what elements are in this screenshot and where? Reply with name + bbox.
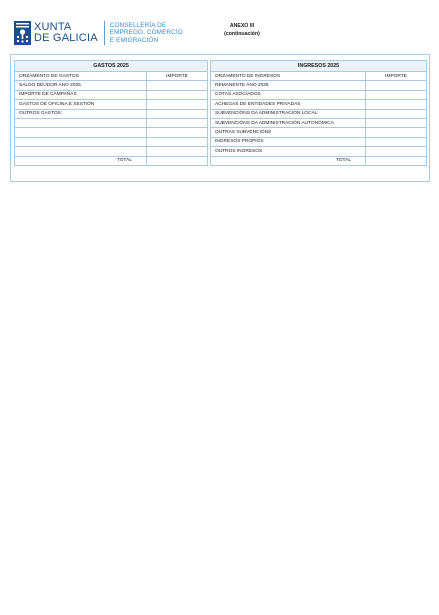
expense-amount-cell[interactable] <box>147 90 208 99</box>
table-row <box>15 147 208 156</box>
annex-title: ANEXO III <box>229 23 255 29</box>
income-concept-cell: OUTROS INGRESOS <box>211 147 366 156</box>
expense-concept-cell[interactable] <box>15 137 147 146</box>
department-line-3: E EMIGRACIÓN <box>109 36 159 44</box>
table-row <box>211 137 427 146</box>
expense-amount-cell[interactable] <box>147 109 208 118</box>
annex-subtitle: (continuación) <box>224 31 260 37</box>
department-line-1: CONSELLERÍA DE <box>109 21 167 29</box>
income-concept-cell: SUBVENCIÓNS DA ADMINISTRACIÓN AUTONÓMICA <box>211 118 366 127</box>
expenses-total-amount[interactable] <box>147 156 208 165</box>
table-row <box>15 128 208 137</box>
table-row <box>15 90 208 99</box>
table-row <box>15 100 208 109</box>
expense-concept-cell[interactable] <box>15 147 147 156</box>
income-title: INGRESOS 2025 <box>211 61 427 72</box>
income-total-label: TOTAL <box>211 156 366 165</box>
table-row <box>211 147 427 156</box>
annex-heading <box>212 22 272 38</box>
brand-line-2: DE GALICIA <box>34 32 98 44</box>
expense-amount-cell[interactable] <box>147 118 208 127</box>
table-row <box>15 81 208 90</box>
table-row <box>15 109 208 118</box>
income-concept-cell: INGRESOS PROPIOS <box>211 137 366 146</box>
expense-concept-cell[interactable]: IMPORTE DE CAMPAÑAS <box>15 90 147 99</box>
brand-line-1: XUNTA <box>34 21 72 33</box>
expense-amount-cell[interactable] <box>147 81 208 90</box>
expense-concept-cell[interactable] <box>15 118 147 127</box>
expense-amount-cell[interactable] <box>147 128 208 137</box>
income-amount-cell[interactable] <box>366 147 427 156</box>
xunta-logo <box>14 20 183 46</box>
income-amount-cell[interactable] <box>366 137 427 146</box>
income-total-row <box>211 156 427 165</box>
department-name <box>110 22 183 44</box>
income-table <box>210 60 427 166</box>
expenses-total-row <box>15 156 208 165</box>
table-row <box>211 100 427 109</box>
expense-concept-cell[interactable]: OUTROS GASTOS: <box>15 109 147 118</box>
income-total-amount[interactable] <box>366 156 427 165</box>
income-amount-header: IMPORTE <box>366 72 427 81</box>
expense-amount-cell[interactable] <box>147 137 208 146</box>
budget-tables <box>14 60 425 166</box>
department-line-2: EMPREGO, COMERCIO <box>109 29 183 37</box>
income-amount-cell[interactable] <box>366 90 427 99</box>
expense-concept-cell[interactable]: SALDO DEUDOR ANO 2025 <box>15 81 147 90</box>
income-amount-cell[interactable] <box>366 118 427 127</box>
income-amount-cell[interactable] <box>366 81 427 90</box>
logo-divider <box>104 21 105 45</box>
table-row <box>211 81 427 90</box>
brand-name <box>34 22 98 44</box>
expense-concept-cell[interactable] <box>15 128 147 137</box>
expenses-concept-header: ORZAMENTO DE GASTOS <box>15 72 147 81</box>
table-row <box>211 109 427 118</box>
galicia-shield-icon <box>14 21 31 45</box>
expense-amount-cell[interactable] <box>147 147 208 156</box>
expenses-title: GASTOS 2025 <box>15 61 208 72</box>
income-concept-cell: ACHEGAS DE ENTIDADES PRIVADAS <box>211 100 366 109</box>
table-row <box>15 137 208 146</box>
expense-concept-cell[interactable]: GASTOS DE OFICINA E XESTIÓN <box>15 100 147 109</box>
income-concept-cell: OUTRAS SUBVENCIÓNS <box>211 128 366 137</box>
income-concept-header: ORZAMENTO DE INGRESOS <box>211 72 366 81</box>
income-concept-cell: REMANENTE ANO 2025 <box>211 81 366 90</box>
expenses-table <box>14 60 208 166</box>
income-concept-cell: COTAS ASOCIADOS <box>211 90 366 99</box>
income-concept-cell: SUBVENCIÓNS DA ADMINISTRACIÓN LOCAL <box>211 109 366 118</box>
expenses-total-label: TOTAL <box>15 156 147 165</box>
income-amount-cell[interactable] <box>366 128 427 137</box>
table-row <box>211 90 427 99</box>
table-row <box>15 118 208 127</box>
income-amount-cell[interactable] <box>366 109 427 118</box>
expense-amount-cell[interactable] <box>147 100 208 109</box>
table-row <box>211 128 427 137</box>
income-amount-cell[interactable] <box>366 100 427 109</box>
expenses-amount-header: IMPORTE <box>147 72 208 81</box>
table-row <box>211 118 427 127</box>
